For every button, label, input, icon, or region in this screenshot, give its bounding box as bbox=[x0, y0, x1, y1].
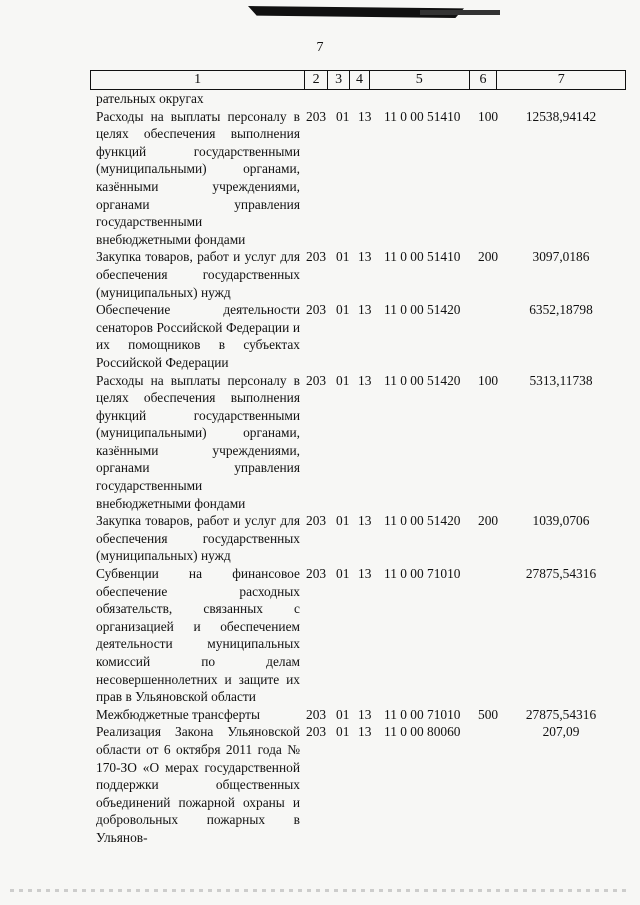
expense-name: Обеспечение деятельности сенаторов Российской Федерации и их помощников в субъектах Российской Федерации bbox=[96, 302, 300, 370]
code-section: 01 bbox=[336, 249, 350, 265]
code-section: 01 bbox=[336, 513, 350, 529]
code-subsection: 13 bbox=[358, 302, 372, 318]
amount: 3097,0186 bbox=[532, 249, 590, 265]
budget-table-body bbox=[96, 90, 626, 847]
table-header-row bbox=[90, 70, 626, 90]
code-ministry: 203 bbox=[306, 706, 327, 722]
page-number: 7 bbox=[316, 40, 324, 55]
code-section: 01 bbox=[336, 706, 350, 722]
code-ministry: 203 bbox=[306, 513, 327, 529]
amount: 27875,54316 bbox=[525, 706, 597, 722]
header-col-6: 6 bbox=[470, 71, 498, 89]
scan-noise-line bbox=[10, 889, 630, 892]
code-ministry: 203 bbox=[306, 108, 327, 124]
code-expense-type: 100 bbox=[478, 372, 499, 388]
code-target-item: 11 0 00 80060 bbox=[384, 724, 461, 740]
code-subsection: 13 bbox=[358, 372, 372, 388]
code-target-item: 11 0 00 71010 bbox=[384, 566, 461, 582]
code-ministry: 203 bbox=[306, 724, 327, 740]
amount: 6352,18798 bbox=[529, 302, 593, 318]
code-section: 01 bbox=[336, 372, 350, 388]
code-target-item: 11 0 00 51420 bbox=[384, 302, 461, 318]
code-target-item: 11 0 00 71010 bbox=[384, 706, 461, 722]
code-subsection: 13 bbox=[358, 513, 372, 529]
header-col-4: 4 bbox=[350, 71, 370, 89]
code-ministry: 203 bbox=[306, 302, 327, 318]
code-section: 01 bbox=[336, 566, 350, 582]
code-target-item: 11 0 00 51410 bbox=[384, 249, 461, 265]
expense-name: Реализация Закона Ульяновской области от 6 октября 2011 года № 170-ЗО «О мерах государственной поддержки общественных объединений пожарной охраны и добровольных пожарных в Ульянов- bbox=[96, 724, 300, 845]
code-subsection: 13 bbox=[358, 108, 372, 124]
code-subsection: 13 bbox=[358, 706, 372, 722]
expense-name: Закупка товаров, работ и услуг для обеспечения государственных (муниципальных) нужд bbox=[96, 513, 300, 564]
code-subsection: 13 bbox=[358, 724, 372, 740]
code-target-item: 11 0 00 51420 bbox=[384, 513, 461, 529]
code-target-item: 11 0 00 51410 bbox=[384, 108, 461, 124]
expense-name: Расходы на выплаты персоналу в целях обеспечения выполнения функций государственными (муниципальными) органами, казёнными учреждениями, органами управления государственными внебюджетными фондами bbox=[96, 372, 300, 511]
code-ministry: 203 bbox=[306, 372, 327, 388]
header-col-2: 2 bbox=[305, 71, 328, 89]
amount: 5313,11738 bbox=[529, 372, 593, 388]
table-row bbox=[96, 90, 626, 108]
table-row bbox=[96, 301, 626, 371]
header-col-3: 3 bbox=[328, 71, 350, 89]
expense-name: Расходы на выплаты персоналу в целях обеспечения выполнения функций государственными (муниципальными) органами, казёнными учреждениями, органами управления государственными внебюджетными фондами bbox=[96, 108, 300, 247]
code-section: 01 bbox=[336, 302, 350, 318]
code-ministry: 203 bbox=[306, 566, 327, 582]
expense-name: рательных округах bbox=[96, 91, 204, 106]
table-row bbox=[96, 108, 626, 249]
code-section: 01 bbox=[336, 108, 350, 124]
amount: 27875,54316 bbox=[525, 566, 597, 582]
code-expense-type: 200 bbox=[478, 249, 499, 265]
table-row bbox=[96, 512, 626, 565]
table-row bbox=[96, 372, 626, 513]
code-expense-type: 200 bbox=[478, 513, 499, 529]
amount: 1039,0706 bbox=[532, 513, 590, 529]
expense-name: Закупка товаров, работ и услуг для обеспечения государственных (муниципальных) нужд bbox=[96, 249, 300, 300]
table-row bbox=[96, 565, 626, 706]
code-ministry: 203 bbox=[306, 249, 327, 265]
header-col-7: 7 bbox=[557, 72, 565, 87]
table-row bbox=[96, 723, 626, 846]
code-subsection: 13 bbox=[358, 566, 372, 582]
code-subsection: 13 bbox=[358, 249, 372, 265]
code-expense-type: 100 bbox=[478, 108, 499, 124]
table-row bbox=[96, 248, 626, 301]
header-col-1: 1 bbox=[91, 71, 305, 89]
code-section: 01 bbox=[336, 724, 350, 740]
header-col-5: 5 bbox=[370, 71, 470, 89]
code-expense-type: 500 bbox=[478, 706, 499, 722]
scan-artifact-secondary bbox=[420, 10, 500, 15]
amount: 12538,94142 bbox=[525, 108, 597, 124]
code-target-item: 11 0 00 51420 bbox=[384, 372, 461, 388]
amount: 207,09 bbox=[542, 724, 580, 740]
table-row bbox=[96, 706, 626, 724]
expense-name: Межбюджетные трансферты bbox=[96, 706, 260, 722]
expense-name: Субвенции на финансовое обеспечение расходных обязательств, связанных с организацией и обеспечением деятельности муниципальных комиссий по делам несовершеннолетних и защите их прав в Ульяновской области bbox=[96, 566, 300, 705]
